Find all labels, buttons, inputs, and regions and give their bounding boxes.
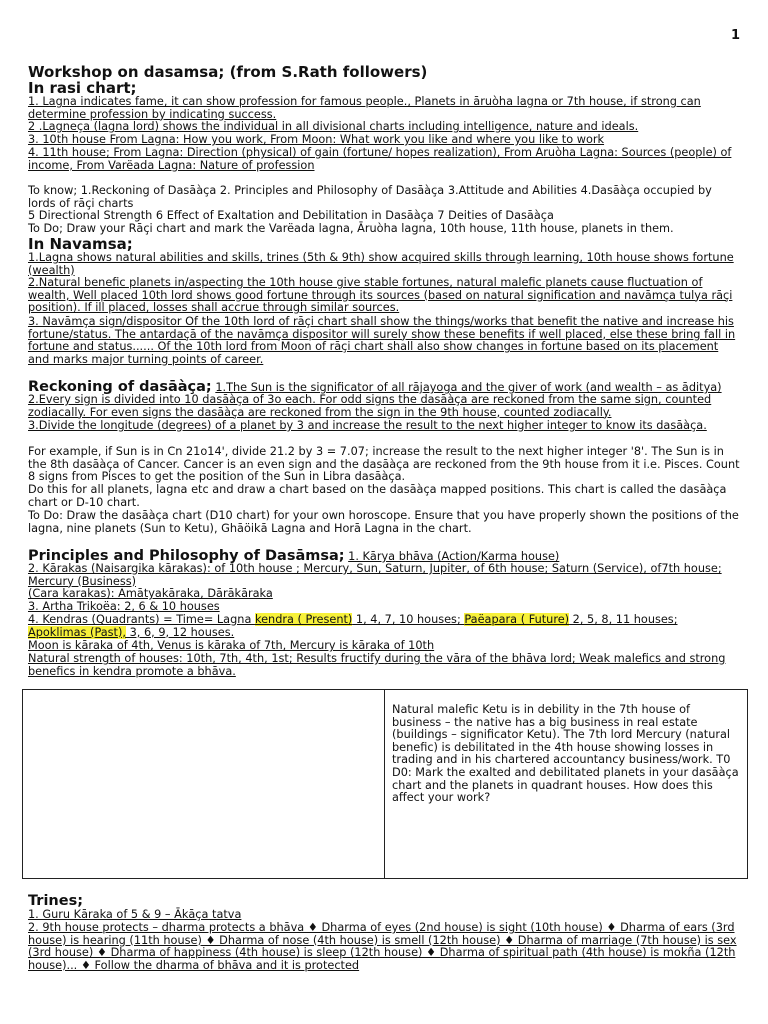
page-number: 1 — [730, 28, 740, 43]
table-divider — [384, 690, 385, 878]
panapara-future-highlight: Paëapara ( Future) — [464, 613, 570, 626]
rasi-item-1: 1. Lagna indicates fame, it can show profession for famous people., Planets in āruòha lagna or 7th house, if strong can determine profession by indicating success. — [28, 95, 701, 121]
principles-moon-karaka: Moon is kāraka of 4th, Venus is kāraka of 7th, Mercury is kāraka of 10th — [28, 639, 435, 652]
apoklimas-past-highlight: Apoklimas (Past), — [28, 625, 126, 639]
trines-item-2: 2. 9th house protects – dharma protects a bhāva ♦ Dharma of eyes (2nd house) is sight (10th house) ♦ Dharma of ears (3rd house) is hearing (11th house) ♦ Dharma of nose (4th house) is smell (12th house) ♦ Dharma of marriage (7th house) is sex (3rd house) ♦ Dharma of happiness (4th house) is sleep (12th house) ♦ Dharma of spiritual path (4th house) is mokña (12th house)... ♦ Follow the dharma of bhāva and it is protected — [28, 921, 737, 972]
reckoning-example: For example, if Sun is in Cn 21o14', divide 21.2 by 3 = 7.07; increase the result to the next higher integer '8'. The Sun is in the 8th dasāàça of Cancer. Cancer is an even sign and the dasāàça are reckoned from the 9th house from it i.e. Pisces. Count 8 signs from Pisces to get the position of the Sun in Libra dasāàça. — [28, 445, 740, 484]
principles-cara-karakas: (Cara karakas): Amātyakāraka, Dārākāraka — [28, 587, 273, 600]
kendra-text: 4. Kendras (Quadrants) = Time= Lagna — [28, 613, 255, 626]
principles-natural-strength: Natural strength of houses: 10th, 7th, 4th, 1st; Results fructify during the vāra of the bhāva lord; Weak malefics and strong benefics in kendra promote a bhāva. — [28, 652, 726, 678]
principles-item-4 — [28, 614, 740, 639]
navamsa-item-1: 1.Lagna shows natural abilities and skills, trines (5th & 9th) show acquired skills through learning, 10th house shows fortune (wealth) — [28, 251, 734, 277]
chart-table-box — [22, 689, 748, 879]
panapara-houses: 2, 5, 8, 11 houses; — [569, 613, 678, 626]
rasi-item-3: 3. 10th house From Lagna: How you work, From Moon: What work you like and where you like to work — [28, 133, 605, 146]
apoklimas-houses: 3, 6, 9, 12 houses. — [125, 625, 235, 639]
to-know-line-1: To know; 1.Reckoning of Dasāàça 2. Principles and Philosophy of Dasāàça 3.Attitude and Abilities 4.Dasāàça occupied by lords of rāçi charts — [28, 184, 712, 210]
document-title: Workshop on dasamsa; (from S.Rath followers) — [28, 63, 428, 81]
reckoning-to-do: To Do: Draw the dasāàça chart (D10 chart) for your own horoscope. Ensure that you have properly shown the positions of the lagna, nine planets (Sun to Ketu), Ghāöikā Lagna and Horā Lagna in the chart. — [28, 509, 739, 535]
principles-heading: Principles and Philosophy of Dasāmsa; — [28, 548, 345, 564]
principles-item-1: 1. Kārya bhāva (Action/Karma house) — [348, 550, 560, 563]
reckoning-item-1: 1.The Sun is the significator of all rājayoga and the giver of work (and wealth – as āditya) — [215, 381, 722, 394]
principles-item-3: 3. Artha Trikoëa: 2, 6 & 10 houses — [28, 600, 220, 613]
rasi-heading: In rasi chart; — [28, 79, 137, 97]
principles-item-2: 2. Kārakas (Naisargika kārakas): of 10th house ; Mercury, Sun, Saturn, Jupiter, of 6th house; Saturn (Service), of7th house; Mercury (Business) — [28, 562, 722, 588]
kendra-houses: 1, 4, 7, 10 houses; — [352, 613, 465, 626]
rasi-item-2: 2 .Lagneça (lagna lord) shows the individual in all divisional charts including intelligence, nature and ideals. — [28, 120, 639, 133]
to-know-line-2: 5 Directional Strength 6 Effect of Exaltation and Debilitation in Dasāàça 7 Deities of Dasāàça — [28, 209, 554, 222]
kendra-present-highlight: kendra ( Present) — [254, 613, 353, 626]
navamsa-item-3: 3. Navāmça sign/dispositor Of the 10th lord of rāçi chart shall show the things/works that benefit the native and increase his fortune/status. The antardaçā of the navāmça dispositor will surely show these benefits if well placed, else these bring fall in fortune and status...... Of the 10th lord from Moon of rāçi chart shall also show changes in fortune based on its placement and marks major turning points of career. — [28, 315, 736, 366]
rasi-item-4: 4. 11th house; From Lagna: Direction (physical) of gain (fortune/ hopes realization), From Aruòha Lagna: Sources (people) of income, From Varëada Lagna: Nature of profession — [28, 146, 732, 172]
to-do-rasi: To Do; Draw your Rāçi chart and mark the Varëada lagna, Āruòha lagna, 10th house, 11th house, planets in them. — [28, 222, 674, 235]
ketu-example-text: Natural malefic Ketu is in debility in the 7th house of business – the native has a big business in real estate (buildings – significator Ketu). The 7th lord Mercury (natural benefic) is debilitated in the 4th house showing losses in trading and in his chartered accountancy business/work. T0 D0: Mark the exalted and debilitated planets in your dasāàça chart and the planets in quadrant houses. How does this affect your work? — [392, 703, 739, 805]
reckoning-heading: Reckoning of dasāàça; — [28, 379, 212, 395]
navamsa-heading: In Navamsa; — [28, 235, 133, 253]
reckoning-item-3: 3.Divide the longitude (degrees) of a planet by 3 and increase the result to the next higher integer to know its dasāàça. — [28, 419, 707, 432]
trines-heading: Trines; — [28, 893, 84, 909]
reckoning-all-planets: Do this for all planets, lagna etc and draw a chart based on the dasāàça mapped positions. This chart is called the dasāàça chart or D-10 chart. — [28, 483, 727, 509]
reckoning-item-2: 2.Every sign is divided into 10 dasāàça of 3o each. For odd signs the dasāàça are reckoned from the same sign, counted zodiacally. For even signs the dasāàça are reckoned from the sign in the 9th house, counted zodiacally. — [28, 393, 712, 419]
navamsa-item-2: 2.Natural benefic planets in/aspecting the 10th house give stable fortunes, natural malefic planets cause fluctuation of wealth, Well placed 10th lord shows good fortune through its sources (based on natural signification and navāmça tulya rāçi position). If ill placed, losses shall accrue through similar sources. — [28, 276, 733, 315]
trines-item-1: 1. Guru Kāraka of 5 & 9 – Ākāça tatva — [28, 908, 242, 921]
